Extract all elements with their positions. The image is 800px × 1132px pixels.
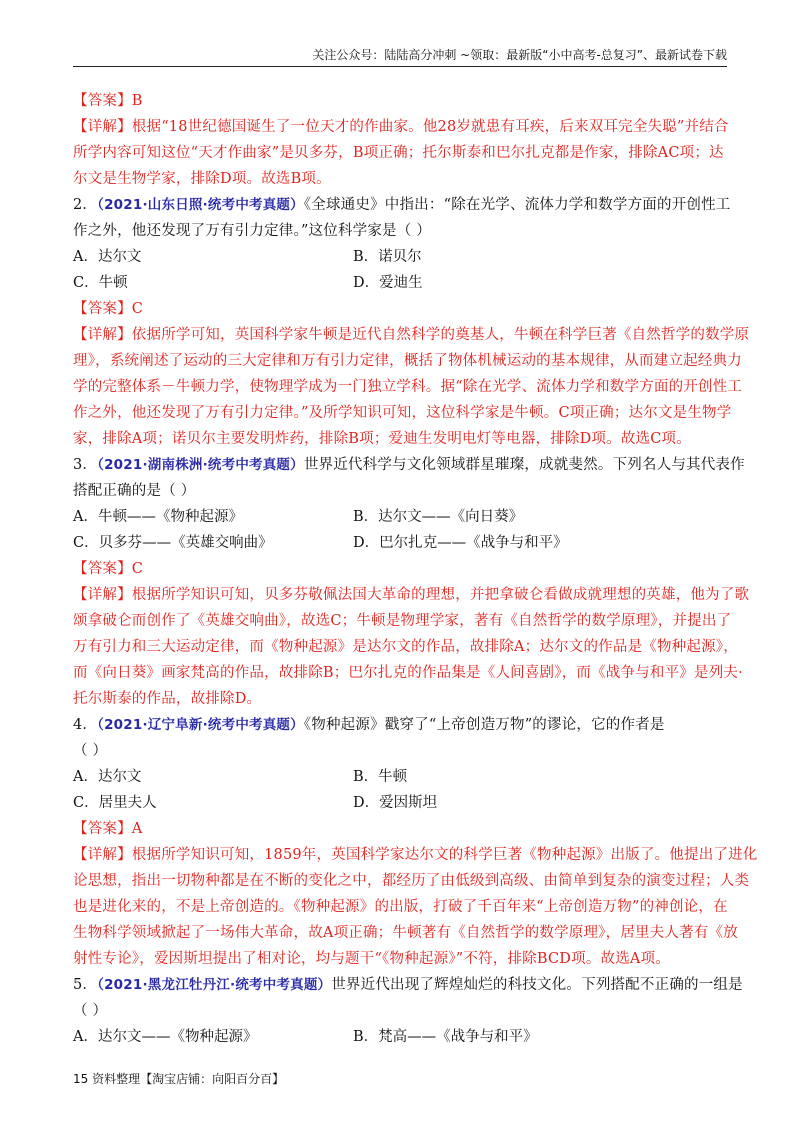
q5-stem-text: 世界近代出现了辉煌灿烂的科技文化。下列搭配不正确的一组是 <box>331 977 743 993</box>
q3-options-row <box>73 530 727 556</box>
q4-option-b: B．牛顿 <box>353 769 408 785</box>
q3-number: 3． <box>73 457 98 473</box>
q4-option-a: A．达尔文 <box>73 769 142 785</box>
q4-options-row <box>73 764 727 790</box>
q4-detail-line: 射性专论》，爱因斯坦提出了相对论，均与题干“《物种起源》”不符，排除BCD项。故选A项。 <box>73 951 670 967</box>
page-content <box>73 88 758 1050</box>
q4-detail-line: 【详解】根据所学知识可知，1859年，英国科学家达尔文的科学巨著《物种起源》出版了。他提出了进化 <box>73 847 758 863</box>
q4-number: 4． <box>73 717 98 733</box>
q2-option-a: A．达尔文 <box>73 249 142 265</box>
q3-option-a: A．牛顿——《物种起源》 <box>73 509 243 525</box>
q2-number: 2． <box>73 197 98 213</box>
page-header <box>73 44 727 67</box>
q4-stem-line: （ ） <box>73 743 108 759</box>
q2-options-row <box>73 270 727 296</box>
q3-option-d: D．巴尔扎克——《战争与和平》 <box>353 535 568 551</box>
q2-option-d: D．爱迪生 <box>353 275 423 291</box>
q5-source: （2021·黑龙江牡丹江·统考中考真题） <box>97 977 332 993</box>
q1-detail-line: 【详解】根据“18世纪德国诞生了一位天才的作曲家。他28岁就患有耳疾，后来双耳完全失聪”并结合 <box>73 119 729 135</box>
q3-detail-line: 万有引力和三大运动定律，而《物种起源》是达尔文的作品，故排除A；达尔文的作品是《物种起源》， <box>73 639 738 655</box>
q1-detail-line: 所学内容可知这位“天才作曲家”是贝多芬，B项正确；托尔斯泰和巴尔扎克都是作家，排除AC项；达 <box>73 145 724 161</box>
q4-detail-line: 生物科学领域掀起了一场伟大革命，故A项正确；牛顿著有《自然哲学的数学原理》，居里夫人著有《放 <box>73 925 738 941</box>
q5-option-a: A．达尔文——《物种起源》 <box>73 1029 258 1045</box>
q3-detail-line: 【详解】根据所学知识可知，贝多芬敬佩法国大革命的理想，并把拿破仑看做成就理想的英雄，他为了歌 <box>73 587 750 603</box>
q3-options-row <box>73 504 727 530</box>
q3-option-c: C．贝多芬——《英雄交响曲》 <box>73 535 273 551</box>
q5-number: 5． <box>73 977 98 993</box>
q3-stem-text: 世界近代科学与文化领域群星璀璨，成就斐然。下列名人与其代表作 <box>303 457 745 473</box>
q2-stem-text: 《全球通史》中指出：“除在光学、流体力学和数学方面的开创性工 <box>303 197 731 213</box>
q3-answer: 【答案】C <box>73 561 144 577</box>
q4-options-row <box>73 790 727 816</box>
q4-detail-line: 论思想，指出一切物种都是在不断的变化之中，都经历了由低级到高级、由简单到复杂的演变过程；人类 <box>73 873 750 889</box>
q2-detail-line: 理》，系统阐述了运动的三大定律和万有引力定律，概括了物体机械运动的基本规律，从而建立起经典力 <box>73 353 742 369</box>
header-text: 关注公众号：陆陆高分冲刺 ~领取：最新版“小中高考-总复习”、最新试卷下载 <box>312 48 727 62</box>
q3-source: （2021·湖南株洲·统考中考真题） <box>97 457 304 473</box>
q3-stem <box>73 452 745 478</box>
page-footer <box>73 1070 284 1087</box>
q5-option-b: B．梵高——《战争与和平》 <box>353 1029 538 1045</box>
q4-option-d: D．爱因斯坦 <box>353 795 438 811</box>
q1-answer: 【答案】B <box>73 93 143 109</box>
q4-detail-line: 也是进化来的，不是上帝创造的。《物种起源》的出版，打破了千百年来“上帝创造万物”的神创论，在 <box>73 899 728 915</box>
q3-option-b: B．达尔文——《向日葵》 <box>353 509 524 525</box>
q2-options-row <box>73 244 727 270</box>
q2-detail-line: 【详解】依据所学可知，英国科学家牛顿是近代自然科学的奠基人，牛顿在科学巨著《自然哲学的数学原 <box>73 327 750 343</box>
q5-stem <box>73 972 743 998</box>
q3-detail-line: 托尔斯泰的作品，故排除D。 <box>73 691 262 707</box>
q4-source: （2021·辽宁阜新·统考中考真题） <box>97 717 304 733</box>
q4-answer: 【答案】A <box>73 821 143 837</box>
q2-option-b: B．诺贝尔 <box>353 249 422 265</box>
q4-stem <box>73 712 727 738</box>
q2-source: （2021·山东日照·统考中考真题） <box>97 197 304 213</box>
q2-stem <box>73 192 731 218</box>
q4-option-c: C．居里夫人 <box>73 795 157 811</box>
q1-detail-line: 尔文是生物学家，排除D项。故选B项。 <box>73 171 331 187</box>
q3-detail-line: 而《向日葵》画家梵高的作品，故排除B；巴尔扎克的作品集是《人间喜剧》，而《战争与和平》是列夫· <box>73 665 743 681</box>
q2-answer: 【答案】C <box>73 301 144 317</box>
q3-detail-line: 颂拿破仑而创作了《英雄交响曲》，故选C；牛顿是物理学家，著有《自然哲学的数学原理》，并提出了 <box>73 613 732 629</box>
footer-text: 资料整理【淘宝店铺：向阳百分百】 <box>92 1072 285 1086</box>
q2-detail-line: 学的完整体系－牛顿力学，使物理学成为一门独立学科。据“除在光学、流体力学和数学方面的开创性工 <box>73 379 743 395</box>
page-number: 15 <box>73 1072 89 1086</box>
q5-options-row <box>73 1024 727 1050</box>
q4-stem-text: 《物种起源》戳穿了“上帝创造万物”的谬论，它的作者是 <box>303 717 665 733</box>
q3-stem-line: 搭配正确的是（ ） <box>73 483 196 499</box>
q2-detail-line: 作之外，他还发现了万有引力定律。”及所学知识可知，这位科学家是牛顿。C项正确；达尔文是生物学 <box>73 405 732 421</box>
q2-stem-line: 作之外，他还发现了万有引力定律。”这位科学家是（ ） <box>73 223 431 239</box>
q2-option-c: C．牛顿 <box>73 275 128 291</box>
q2-detail-line: 家，排除A项；诺贝尔主要发明炸药，排除B项；爱迪生发明电灯等电器，排除D项。故选C项。 <box>73 431 691 447</box>
q5-stem-line: （ ） <box>73 1003 108 1019</box>
